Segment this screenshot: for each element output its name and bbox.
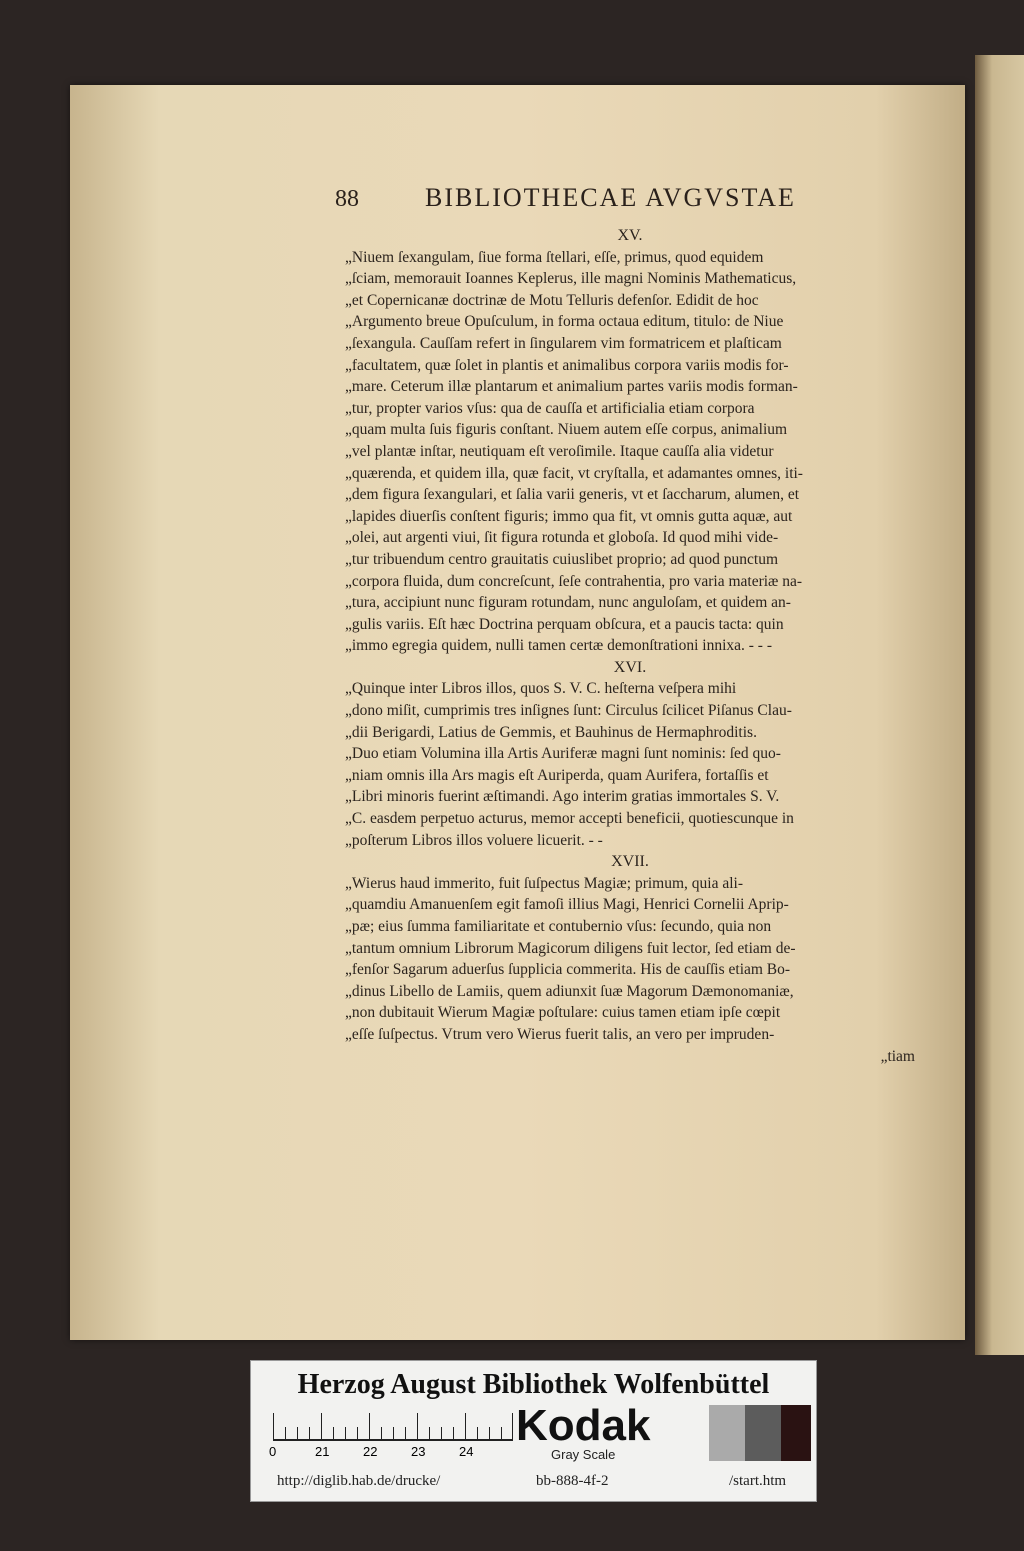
ruler-tick — [405, 1427, 406, 1439]
text-line: „tura, accipiunt nunc figuram rotundam, nunc anguloſam, et quidem an- — [345, 594, 791, 612]
text-line: „dii Berigardi, Latius de Gemmis, et Bauhinus de Hermaphroditis. — [345, 723, 757, 741]
text-line: „Quinque inter Libros illos, quos S. V. C. heſterna veſpera mihi — [345, 680, 737, 698]
ruler-tick — [309, 1427, 310, 1439]
ruler-tick — [285, 1427, 286, 1439]
text-line: „C. easdem perpetuo acturus, memor accepti beneficii, quotiescunque in — [345, 810, 794, 828]
start-page-path: /start.htm — [729, 1473, 787, 1489]
text-line: „dono miſit, cumprimis tres inſignes ſunt: Circulus ſcilicet Piſanus Clau- — [345, 702, 792, 720]
section-paragraph — [345, 247, 915, 657]
ruler-tick — [381, 1427, 382, 1439]
page-header — [335, 183, 895, 223]
page-number: 88 — [335, 186, 359, 212]
ruler-number: 21 — [315, 1444, 330, 1459]
text-line: „tur tribuendum centro grauitatis cuiuslibet proprio; ad quod punctum — [345, 550, 779, 568]
library-name: Herzog August Bibliothek Wolfenbüttel — [297, 1369, 770, 1400]
ruler-tick — [345, 1427, 346, 1439]
ruler-tick — [453, 1427, 454, 1439]
section-paragraph — [345, 873, 915, 1046]
catchword: „tiam — [880, 1047, 915, 1065]
text-line: „fenſor Sagarum aduerſus ſupplicia commerita. His de cauſſis etiam Bo- — [345, 961, 791, 979]
section-paragraph — [345, 678, 915, 851]
text-line: „ſciam, memorauit Ioannes Keplerus, ille magni Nominis Mathematicus, — [345, 270, 797, 288]
text-line: „facultatem, quæ ſolet in plantis et animalibus corpora variis modis for- — [345, 356, 789, 374]
adjacent-page-edge — [975, 55, 1024, 1355]
ruler-number: 23 — [411, 1444, 426, 1459]
text-line: „et Copernicanæ doctrinæ de Motu Telluris defenſor. Edidit de hoc — [345, 291, 759, 309]
text-line: „tantum omnium Librorum Magicorum diligens fuit lector, ſed etiam de- — [345, 939, 796, 957]
ruler-number: 0 — [269, 1444, 277, 1459]
ruler-tick — [417, 1413, 418, 1439]
ruler-tick — [297, 1427, 298, 1439]
text-line: „pæ; eius ſumma familiaritate et contubernio vſus: ſecundo, quia non — [345, 918, 772, 935]
text-line: „gulis variis. Eſt hæc Doctrina perquam obſcura, et a paucis tacta: quin — [345, 615, 784, 633]
digital-library-url: http://diglib.hab.de/drucke/ — [277, 1473, 441, 1489]
text-line: „olei, aut argenti viui, ſit figura rotunda et globoſa. Id quod mihi vide- — [345, 529, 779, 547]
ruler-tick — [501, 1427, 502, 1439]
text-line: „lapides diuerſis conſtent figuris; immo qua fit, vt omnis gutta aquæ, aut — [345, 507, 793, 525]
ruler-tick — [429, 1427, 430, 1439]
section-heading: XVII. — [611, 853, 649, 871]
ruler-tick — [321, 1413, 322, 1439]
section-heading: XVI. — [613, 658, 647, 676]
body-text — [345, 225, 915, 1067]
text-line: „eſſe ſuſpectus. Vtrum vero Wierus fuerit talis, an vero per impruden- — [345, 1025, 775, 1043]
ruler-tick — [333, 1427, 334, 1439]
gray-swatch-dark — [781, 1405, 811, 1461]
kodak-logo: Kodak — [516, 1401, 651, 1450]
section-xv — [345, 225, 915, 657]
text-line: „Duo etiam Volumina illa Artis Auriferæ magni ſunt nominis: ſed quo- — [345, 745, 781, 763]
shelfmark: bb-888-4f-2 — [536, 1473, 609, 1489]
text-line: „Argumento breue Opuſculum, in forma octaua editum, titulo: de Niue — [345, 313, 784, 331]
gray-swatch-mid — [745, 1405, 781, 1461]
ruler-tick — [369, 1413, 370, 1439]
ruler-tick — [393, 1427, 394, 1439]
text-line: „corpora fluida, dum concreſcunt, ſeſe contrahentia, pro varia materiæ na- — [345, 572, 803, 590]
text-line: „Libri minoris fuerint æſtimandi. Ago interim gratias immortales S. V. — [345, 788, 780, 806]
text-line: „ſexangula. Cauſſam refert in ſingularem vim formatricem et plaſticam — [345, 334, 782, 352]
text-line: „quamdiu Amanuenſem egit famoſi illius Magi, Henrici Cornelii Aprip- — [345, 896, 789, 914]
section-xvii — [345, 851, 915, 1067]
measure-ruler — [273, 1413, 513, 1441]
ruler-tick — [465, 1413, 466, 1439]
text-line: „poſterum Libros illos voluere licuerit. - - — [345, 831, 603, 849]
section-xvi — [345, 657, 915, 851]
text-line: „quærenda, et quidem illa, quæ facit, vt cryſtalla, et adamantes omnes, iti- — [345, 464, 803, 482]
text-line: „Wierus haud immerito, fuit ſuſpectus Magiæ; primum, quia ali- — [345, 874, 743, 892]
text-line: „Niuem ſexangulam, ſiue forma ſtellari, eſſe, primus, quod equidem — [345, 248, 764, 266]
ruler-tick — [512, 1413, 513, 1439]
gray-swatch-light — [709, 1405, 745, 1461]
text-line: „niam omnis illa Ars magis eſt Auriperda, quam Aurifera, fortaſſis et — [345, 766, 769, 784]
ruler-numbers — [269, 1444, 513, 1462]
text-line: „tur, propter varios vſus: qua de cauſſa et artificialia etiam corpora — [345, 399, 755, 417]
section-heading: XV. — [617, 227, 643, 244]
ruler-number: 22 — [363, 1444, 378, 1459]
running-title: BIBLIOTHECAE AVGVSTAE — [425, 183, 796, 212]
text-line: „dem figura ſexangulari, et ſalia varii generis, vt et ſaccharum, alumen, et — [345, 486, 800, 504]
library-label-card — [250, 1360, 817, 1502]
text-line: „quam multa ſuis figuris conſtant. Niuem autem eſſe corpus, animalium — [345, 421, 788, 439]
text-line: „mare. Ceterum illæ plantarum et animalium partes variis modis forman- — [345, 378, 798, 396]
ruler-tick — [489, 1427, 490, 1439]
ruler-tick — [273, 1413, 274, 1439]
text-line: „dinus Libello de Lamiis, quem adiunxit ſuæ Magorum Dæmonomaniæ, — [345, 982, 794, 1000]
gray-scale-caption: Gray Scale — [551, 1447, 616, 1462]
ruler-tick — [357, 1427, 358, 1439]
ruler-number: 24 — [459, 1444, 474, 1459]
ruler-tick — [441, 1427, 442, 1439]
ruler-tick — [477, 1427, 478, 1439]
text-line: „non dubitauit Wierum Magiæ poſtulare: cuius tamen etiam ipſe cœpit — [345, 1004, 781, 1022]
text-line: „vel plantæ inſtar, neutiquam eſt veroſimile. Itaque cauſſa alia videtur — [345, 442, 774, 460]
text-line: „immo egregia quidem, nulli tamen certæ demonſtrationi innixa. - - - — [345, 637, 772, 655]
